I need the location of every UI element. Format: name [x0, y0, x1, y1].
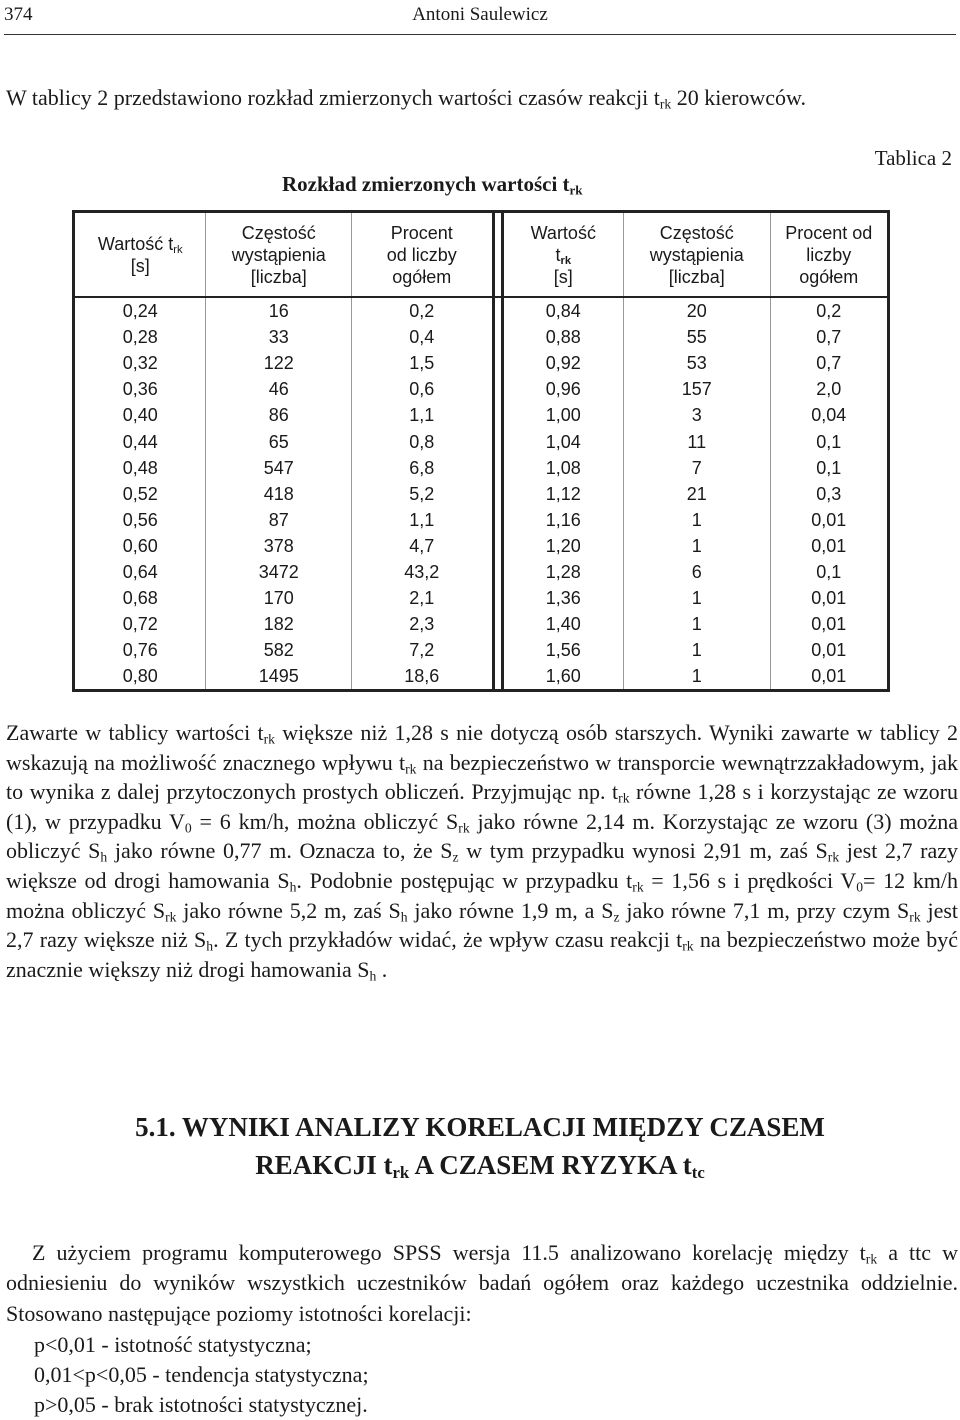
table-cell: 0,56 — [74, 507, 206, 533]
text-run: na bezpieczeństwo w transporcie wewnątrzzakładowym, jak to wynika z dalej przytoczonych prostych obliczeń. Przyjmując np. t — [6, 749, 959, 805]
subscript: h — [369, 968, 377, 984]
data-table — [72, 210, 890, 692]
table-cell: 7,2 — [409, 640, 435, 661]
table-divider — [493, 663, 502, 691]
table-cell: 5,2 — [409, 483, 435, 504]
table-cell: 0,1 — [816, 431, 842, 452]
table-cell: 0,48 — [74, 455, 206, 481]
table-cell: 43,2 — [404, 561, 440, 582]
text-run: w tym przypadku wynosi 2,91 m, zaś S — [458, 838, 828, 864]
table-cell: 1 — [624, 585, 771, 611]
table-cell: 1,12 — [502, 481, 623, 507]
table-cell: 7 — [624, 455, 771, 481]
running-head-author: Antoni Saulewicz — [412, 4, 548, 25]
header-value-2: Wartość $t_{rk}$ [s] — [502, 212, 623, 298]
page-number: 374 — [4, 4, 33, 25]
table-cell: 0,01 — [811, 614, 847, 635]
table-cell: 0,52 — [74, 481, 206, 507]
table-cell: 1,60 — [502, 663, 623, 691]
list-item: p<0,01 - istotność statystyczna; — [34, 1332, 312, 1357]
table-cell: 1,1 — [409, 509, 435, 530]
table-cell: 0,01 — [811, 535, 847, 556]
table-cell: 157 — [624, 376, 771, 402]
text-run: = 12 km/h można obliczyć S — [6, 867, 958, 923]
table-cell: 0,88 — [502, 324, 623, 350]
table-cell: 3 — [624, 402, 771, 428]
table-cell: 0,01 — [811, 666, 847, 687]
section-heading — [30, 1108, 930, 1184]
table-row — [74, 611, 889, 637]
table-cell: 65 — [206, 428, 352, 454]
subscript: rk — [405, 761, 417, 776]
text-run: . Z tych przykładów widać, że wpływ czasu reakcji t — [213, 927, 683, 953]
section-heading-line1: 5.1. WYNIKI ANALIZY KORELACJI MIĘDZY CZASEM — [135, 1112, 825, 1142]
table-title-text: Rozkład zmierzonych wartości t — [282, 172, 570, 196]
text-run: jest 2,7 razy większe niż S — [6, 897, 959, 953]
table-divider — [493, 481, 502, 507]
table-cell: 182 — [206, 611, 352, 637]
table-cell: 1,28 — [502, 559, 623, 585]
table-cell: 0,92 — [502, 350, 623, 376]
table-cell: 1,5 — [409, 353, 435, 374]
table-cell: 418 — [206, 481, 352, 507]
table-divider — [493, 402, 502, 428]
header-frequency: Częstość wystąpienia [liczba] — [206, 212, 352, 298]
table-cell: 1,00 — [502, 402, 623, 428]
table-cell: 86 — [206, 402, 352, 428]
text-run: . — [376, 956, 388, 982]
table-cell: 0,76 — [74, 637, 206, 663]
running-head — [4, 4, 956, 28]
table-cell: 0,8 — [409, 431, 435, 452]
table-divider — [493, 350, 502, 376]
table-cell: 0,96 — [502, 376, 623, 402]
table-cell: 0,2 — [816, 301, 842, 322]
table-divider — [493, 376, 502, 402]
table-row — [74, 297, 889, 324]
table-cell: 87 — [206, 507, 352, 533]
intro-sentence — [6, 84, 956, 112]
subscript: 0 — [184, 820, 192, 836]
table-cell: 1,20 — [502, 533, 623, 559]
intro-text: W tablicy 2 przedstawiono rozkład zmierzonych wartości czasów reakcji t — [6, 85, 660, 110]
subscript: rk — [682, 938, 694, 954]
text-run: na bezpieczeństwo może być znacznie większy niż drogi hamowania S — [6, 927, 958, 982]
table-cell: 1 — [624, 533, 771, 559]
table-cell: 0,3 — [816, 483, 842, 504]
table-title — [282, 172, 583, 197]
paragraph-method — [6, 1238, 958, 1329]
table-cell: 547 — [206, 455, 352, 481]
table-header-row — [74, 212, 889, 298]
table-cell: 2,3 — [409, 614, 435, 635]
subscript: rk — [165, 908, 177, 924]
list-item: 0,01<p<0,05 - tendencja statystyczna; — [34, 1362, 369, 1387]
table-row — [74, 481, 889, 507]
table-cell: 378 — [206, 533, 352, 559]
table-cell: 0,1 — [816, 457, 842, 478]
table-cell: 0,24 — [74, 297, 206, 324]
table-cell: 1,36 — [502, 585, 623, 611]
table-cell: 0,84 — [502, 297, 623, 324]
table-cell: 0,01 — [811, 588, 847, 609]
table-cell: 0,40 — [74, 402, 206, 428]
text-run: a ttc w odniesieniu do wyników wszystkich uczestników badań ogółem oraz każdego uczestnika oddzielnie. Stosowano następujące poziomy istotności korelacji: — [6, 1240, 958, 1326]
table-cell: 122 — [206, 350, 352, 376]
subscript: rk — [827, 849, 840, 865]
table-cell: 170 — [206, 585, 352, 611]
subscript: rk — [618, 790, 630, 806]
table-label: Tablica 2 — [874, 146, 952, 170]
table-cell: 33 — [206, 324, 352, 350]
table-divider — [493, 455, 502, 481]
section-heading-line2: REAKCJI $t_{rk}$ A CZASEM RYZYKA $t_{tc}$ — [255, 1150, 705, 1183]
table-cell: 0,44 — [74, 428, 206, 454]
table-row — [74, 428, 889, 454]
table-divider — [493, 611, 502, 637]
table-row — [74, 376, 889, 402]
subscript: rk — [632, 879, 644, 895]
table-cell: 16 — [206, 297, 352, 324]
subscript: h — [100, 849, 108, 865]
text-run: Zawarte w tablicy wartości t — [6, 720, 264, 745]
table-cell: 0,01 — [811, 509, 847, 530]
text-run: równe 1,28 s i korzystając ze wzoru (1), w przypadku V — [6, 779, 958, 834]
table-cell: 53 — [624, 350, 771, 376]
table-cell: 1 — [624, 637, 771, 663]
text-run: jako równe 2,14 m. Korzystając ze wzoru (3) można obliczyć S — [6, 808, 959, 864]
table-cell: 1,40 — [502, 611, 623, 637]
table-cell: 0,4 — [409, 327, 435, 348]
intro-subscript: rk — [659, 96, 672, 112]
table-row — [74, 402, 889, 428]
table-cell: 0,6 — [409, 379, 435, 400]
table-cell: 1495 — [206, 663, 352, 691]
table-cell: 0,01 — [811, 640, 847, 661]
table-cell: 0,28 — [74, 324, 206, 350]
table-cell: 4,7 — [409, 535, 435, 556]
table-cell: 1,16 — [502, 507, 623, 533]
table-divider — [493, 324, 502, 350]
table-divider — [493, 637, 502, 663]
table-cell: 2,1 — [409, 588, 435, 609]
table-row — [74, 533, 889, 559]
table-cell: 582 — [206, 637, 352, 663]
table-cell: 6,8 — [409, 457, 435, 478]
table-cell: 0,36 — [74, 376, 206, 402]
table-cell: 55 — [624, 324, 771, 350]
table-cell: 18,6 — [404, 666, 440, 687]
table-row — [74, 350, 889, 376]
header-value: Wartość $t_{rk}$ [s] — [74, 212, 206, 298]
significance-levels-list — [34, 1330, 369, 1420]
table-cell: 20 — [624, 297, 771, 324]
table-cell: 1,1 — [409, 405, 435, 426]
table-cell: 0,60 — [74, 533, 206, 559]
subscript: rk — [865, 1251, 878, 1267]
table-cell: 11 — [624, 428, 771, 454]
paragraph-results — [6, 718, 958, 984]
text-run: jako równe 0,77 m. Oznacza to, że S — [107, 838, 453, 864]
subscript: h — [289, 879, 297, 895]
table-cell: 0,7 — [816, 327, 842, 348]
table-cell: 21 — [624, 481, 771, 507]
subscript: rk — [909, 908, 921, 924]
table-cell: 0,32 — [74, 350, 206, 376]
table-divider — [493, 297, 502, 324]
table-cell: 46 — [206, 376, 352, 402]
table-divider — [493, 559, 502, 585]
header-frequency-2: Częstość wystąpienia [liczba] — [624, 212, 771, 298]
table-row — [74, 585, 889, 611]
table-cell: 1 — [624, 663, 771, 691]
table-title-subscript: rk — [569, 182, 583, 198]
text-run: Z użyciem programu komputerowego SPSS wersja 11.5 analizowano korelację między t — [32, 1240, 866, 1265]
table-cell: 1,08 — [502, 455, 623, 481]
table-cell: 3472 — [206, 559, 352, 585]
header-rule — [4, 34, 956, 35]
text-run: większe niż 1,28 s nie dotyczą osób starszych. Wyniki zawarte w tablicy 2 wskazują na możliwość znacznego wpływu t — [6, 720, 958, 775]
table-row — [74, 559, 889, 585]
table-cell: 6 — [624, 559, 771, 585]
table-cell: 0,68 — [74, 585, 206, 611]
table-cell: 2,0 — [816, 379, 842, 400]
table-cell: 0,2 — [409, 301, 435, 322]
table-divider — [493, 507, 502, 533]
table-divider — [493, 212, 502, 298]
table-cell: 1,04 — [502, 428, 623, 454]
table-row — [74, 663, 889, 691]
subscript: z — [452, 849, 459, 865]
subscript: z — [613, 908, 620, 924]
subscript: 0 — [856, 879, 864, 895]
table-cell: 0,64 — [74, 559, 206, 585]
table-row — [74, 637, 889, 663]
table-row — [74, 455, 889, 481]
header-percent: Procent od liczby ogółem — [352, 212, 494, 298]
subscript: h — [206, 938, 214, 954]
text-run: jako równe 7,1 m, przy czym S — [619, 897, 910, 923]
table-cell: 0,80 — [74, 663, 206, 691]
table-cell: 1,56 — [502, 637, 623, 663]
table-divider — [493, 428, 502, 454]
text-run: jako równe 5,2 m, zaś S — [176, 897, 401, 923]
table-row — [74, 324, 889, 350]
text-run: jest 2,7 razy większe od drogi hamowania S — [6, 838, 959, 893]
text-run: jako równe 1,9 m, a S — [407, 897, 614, 923]
table-cell: 0,1 — [816, 561, 842, 582]
table-divider — [493, 533, 502, 559]
list-item: p>0,05 - brak istotności statystycznej. — [34, 1392, 368, 1417]
text-run: = 6 km/h, można obliczyć S — [191, 808, 459, 834]
intro-text-end: 20 kierowców. — [671, 85, 807, 110]
subscript: rk — [458, 820, 470, 836]
table-row — [74, 507, 889, 533]
subscript: h — [400, 908, 408, 924]
table-cell: 1 — [624, 611, 771, 637]
text-run: = 1,56 s i prędkości V — [643, 867, 857, 893]
header-percent-2: Procent od liczby ogółem — [770, 212, 888, 298]
table-cell: 0,04 — [811, 405, 847, 426]
table-cell: 0,72 — [74, 611, 206, 637]
text-run: . Podobnie postępując w przypadku t — [296, 867, 633, 893]
table-cell: 1 — [624, 507, 771, 533]
subscript: rk — [263, 731, 275, 747]
table-divider — [493, 585, 502, 611]
table-cell: 0,7 — [816, 353, 842, 374]
